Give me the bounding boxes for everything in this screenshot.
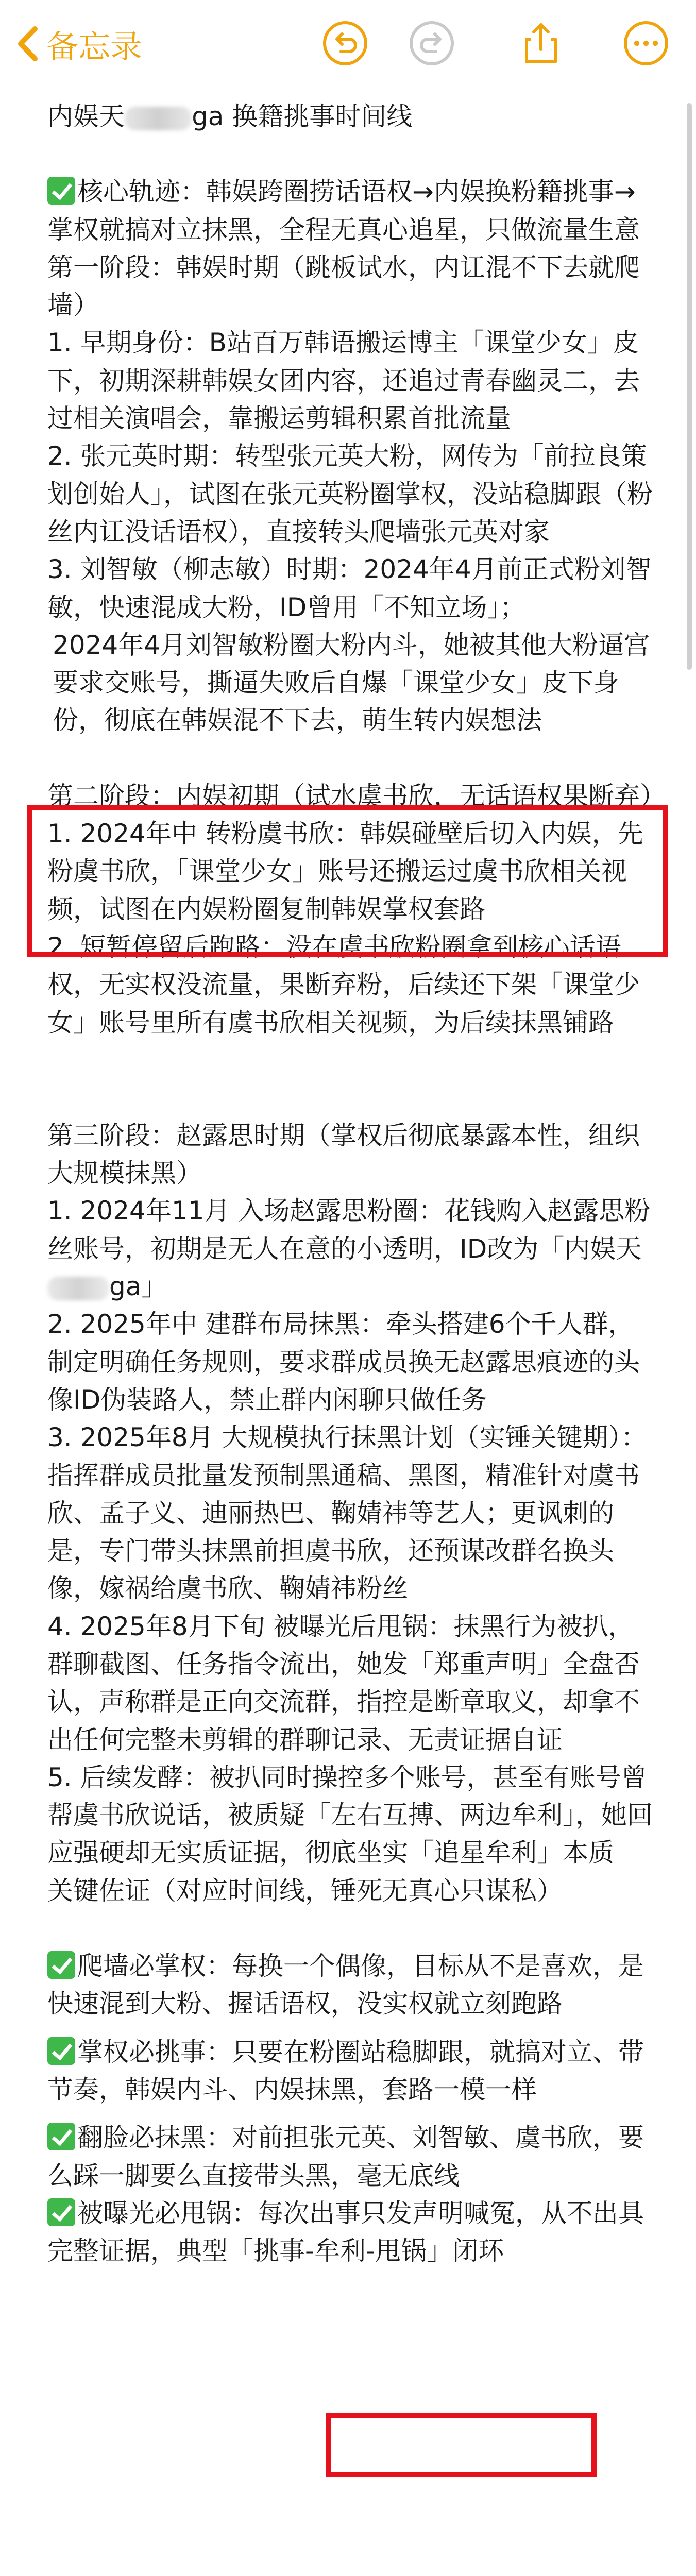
more-button[interactable]	[621, 19, 671, 68]
note-title: 内娱天 ga 换籍挑事时间线	[47, 101, 413, 131]
phase1-item: 2. 张元英时期：转型张元英大粉，网传为「前拉良策划创始人」，试图在张元英粉圈掌权，没站稳脚跟（粉丝内讧没话语权），直接转头爬墙张元英对家	[47, 441, 653, 547]
phase1-heading: 第一阶段：韩娱时期（跳板试水，内讧混不下去就爬墙）	[47, 252, 640, 320]
phase3-item: 3. 2025年8月 大规模执行抹黑计划（实锤关键期）：指挥群成员批量发预制黑通稿、黑图，精准针对虞书欣、孟子义、迪丽热巴、鞠婧祎等艺人；更讽刺的是，专门带头抹黑前担虞书欣，还预谋改群名换头像，嫁祸给虞书欣、鞠婧祎粉丝	[47, 1422, 647, 1604]
phase2-heading: 第二阶段：内娱初期（试水虞书欣，无话语权果断弃）	[47, 781, 666, 811]
back-label: 备忘录	[46, 27, 143, 65]
point-item: 掌权必挑事：只要在粉圈站稳脚跟，就搞对立、带节奏，韩娱内斗、内娱抹黑，套路一模一样	[47, 2037, 644, 2105]
redo-icon	[407, 19, 456, 68]
phase1-item: 1. 早期身份：B站百万韩语搬运博主「课堂少女」皮下，初期深耕韩娱女团内容，还追过青春幽灵二，去过相关演唱会，靠搬运剪辑积累首批流量	[47, 328, 640, 434]
undo-icon	[320, 19, 370, 68]
undo-button[interactable]	[320, 19, 370, 68]
point-item: 翻脸必抹黑：对前担张元英、刘智敏、虞书欣，要么踩一脚要么直接带头黑，毫无底线	[47, 2123, 644, 2191]
phase3-item: 4. 2025年8月下旬 被曝光后甩锅：抹黑行为被扒，群聊截图、任务指令流出，她发「郑重声明」全盘否认，声称群是正向交流群，指控是断章取义，却拿不出任何完整未剪辑的群聊记录、无责证据自证	[47, 1611, 640, 1755]
phase2-item: 2. 短暂停留后跑路：没在虞书欣粉圈拿到核心话语权，无实权没流量，果断弃粉，后续还下架「课堂少女」账号里所有虞书欣相关视频，为后续抹黑铺路	[47, 931, 640, 1038]
phase2-item: 1. 2024年中 转粉虞书欣：韩娱碰壁后切入内娱，先粉虞书欣，「课堂少女」账号还搬运过虞书欣相关视频，试图在内娱粉圈复制韩娱掌权套路	[47, 819, 643, 924]
check-emoji-icon	[47, 2123, 75, 2150]
share-icon	[516, 19, 566, 68]
chevron-left-icon	[14, 25, 41, 63]
more-icon	[621, 19, 671, 68]
key-evidence-line: 关键佐证（对应时间线，锤死无真心只谋私）	[47, 1875, 563, 1906]
phase3-heading: 第三阶段：赵露思时期（掌权后彻底暴露本性，组织大规模抹黑）	[47, 1120, 640, 1189]
check-emoji-icon	[47, 177, 75, 205]
point-item: 爬墙必掌权：每换一个偶像，目标从不是喜欢，是快速混到大粉、握话语权，没实权就立刻跑路	[47, 1951, 644, 2019]
phase1-highlight: 2024年4月刘智敏粉圈大粉内斗，她被其他大粉逼宫要求交账号，撕逼失败后自爆「课堂少女」皮下身份，彻底在韩娱混不下去，萌生转内娱想法	[53, 630, 650, 736]
phase1-item: 3. 刘智敏（柳志敏）时期：2024年4月前正式粉刘智敏，快速混成大粉，ID曾用「不知立场」；	[47, 554, 652, 622]
navigation-bar	[0, 0, 696, 91]
redo-button[interactable]	[407, 19, 456, 68]
phase3-item: 5. 后续发酵：被扒同时操控多个账号，甚至有账号曾帮虞书欣说话，被质疑「左右互搏、两边牟利」，她回应强硬却无实质证据，彻底坐实「追星牟利」本质	[47, 1762, 653, 1868]
redacted-text	[47, 1277, 109, 1300]
phase3-item: 1. 2024年11月 入场赵露思粉圈：花钱购入赵露思粉丝账号，初期是无人在意的小透明，ID改为「内娱天ga」	[47, 1196, 651, 1302]
share-button[interactable]	[516, 19, 566, 68]
redacted-text	[125, 107, 192, 130]
check-emoji-icon	[47, 1951, 75, 1979]
scrollbar[interactable]	[687, 103, 692, 670]
check-emoji-icon	[47, 2198, 75, 2226]
point-item: 被曝光必甩锅：每次出事只发声明喊冤，从不出具完整证据，典型「挑事-牟利-甩锅」闭环	[47, 2198, 644, 2266]
highlight-box-key	[326, 2413, 597, 2477]
note-body[interactable]	[47, 91, 666, 2270]
core-line: 核心轨迹：韩娱跨圈捞话语权→内娱换粉籍挑事→掌权就搞对立抹黑，全程无真心追星，只做流量生意	[47, 177, 640, 245]
phase3-item: 2. 2025年中 建群布局抹黑：牵头搭建6个千人群，制定明确任务规则，要求群成员换无赵露思痕迹的头像ID伪装路人，禁止群内闲聊只做任务	[47, 1309, 640, 1415]
check-emoji-icon	[47, 2037, 75, 2065]
key-highlight: 锤死无真心只谋私	[331, 1875, 537, 1906]
highlight-box-phase1	[27, 805, 668, 957]
back-button[interactable]	[14, 21, 142, 67]
